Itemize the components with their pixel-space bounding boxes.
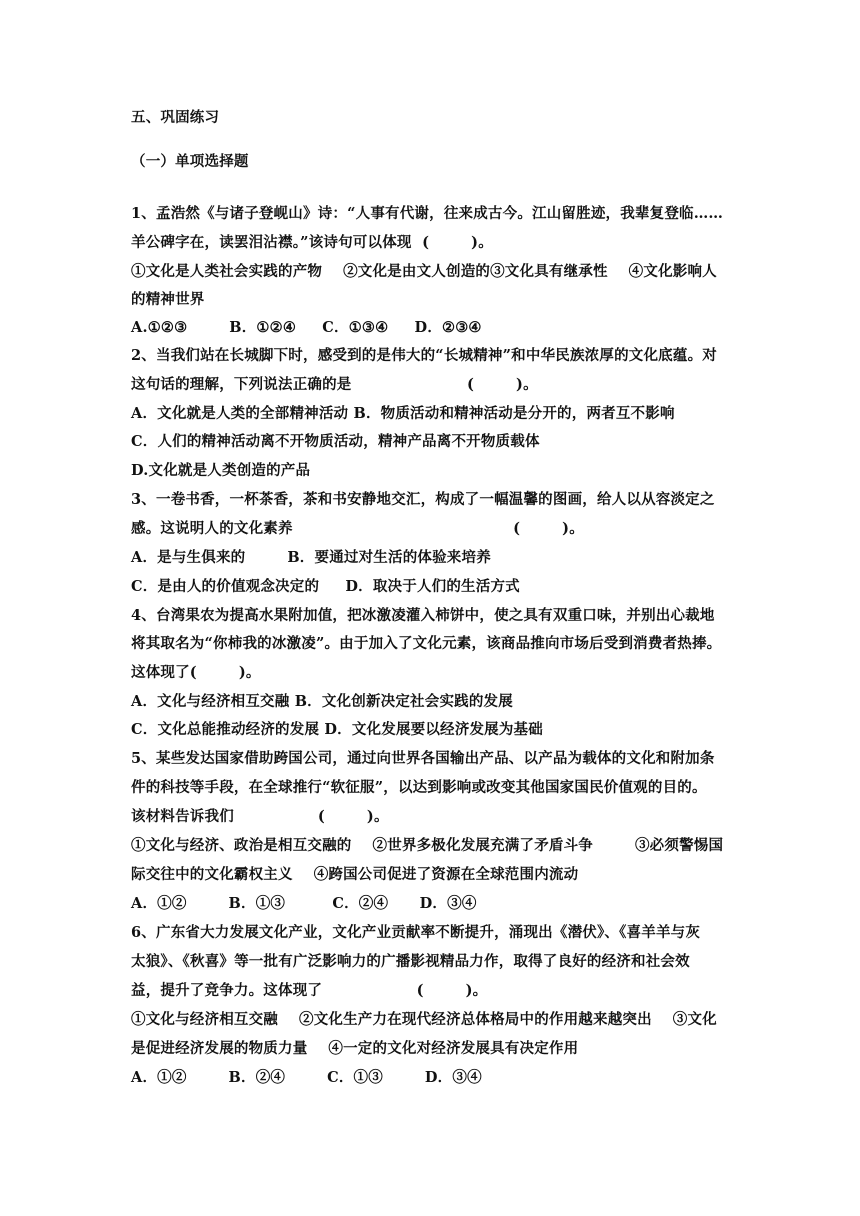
question-2-option-d: D.文化就是人类创造的产品 bbox=[131, 462, 311, 479]
question-6-stem-line-2: 太狼》、《秋喜》等一批有广泛影响力的广播影视精品力作，取得了良好的经济和社会效 bbox=[131, 953, 690, 970]
question-2-stem-line-1: 2、当我们站在长城脚下时，感受到的是伟大的“长城精神”和中华民族浓厚的文化底蕴。对 bbox=[131, 347, 717, 364]
question-6-statements-line-2: 是促进经济发展的物质力量 ④一定的文化对经济发展具有决定作用 bbox=[131, 1040, 579, 1057]
question-2-option-c: C．人们的精神活动离不开物质活动，精神产品离不开物质载体 bbox=[131, 433, 540, 450]
question-5-statements-line-2: 际交往中的文化霸权主义 ④跨国公司促进了资源在全球范围内流动 bbox=[131, 866, 579, 883]
question-5-stem-line-1: 5、某些发达国家借助跨国公司，通过向世界各国输出产品、以产品为载体的文化和附加条 bbox=[131, 750, 715, 767]
question-1-options: A.①②③ B．①②④ C．①③④ D．②③④ bbox=[131, 319, 482, 336]
question-6-options: A．①② B．②④ C．①③ D．③④ bbox=[131, 1069, 482, 1086]
question-1-statements-line-2: 的精神世界 bbox=[131, 291, 205, 308]
question-4-option-ab: A．文化与经济相互交融 B．文化创新决定社会实践的发展 bbox=[131, 693, 513, 710]
question-1-stem-line-1: 1、孟浩然《与诸子登岘山》诗：“人事有代谢，往来成古今。江山留胜迹，我辈复登临…… bbox=[131, 205, 724, 222]
question-6-statements-line-1: ①文化与经济相互交融 ②文化生产力在现代经济总体格局中的作用越来越突出 ③文化 bbox=[131, 1011, 717, 1028]
question-4-stem-line-3: 这体现了( )。 bbox=[131, 664, 261, 681]
question-2-option-ab: A．文化就是人类的全部精神活动 B．物质活动和精神活动是分开的，两者互不影响 bbox=[131, 405, 675, 422]
question-3-option-ab: A．是与生俱来的 B．要通过对生活的体验来培养 bbox=[131, 549, 491, 566]
question-3-stem-line-1: 3、一卷书香，一杯茶香，茶和书安静地交汇，构成了一幅温馨的图画，给人以从容淡定之 bbox=[131, 491, 715, 508]
question-4-stem-line-1: 4、台湾果农为提高水果附加值，把冰激凌灌入柿饼中，使之具有双重口味，并别出心裁地 bbox=[131, 607, 715, 624]
question-3-stem-line-2: 感。这说明人的文化素养 ( )。 bbox=[131, 520, 584, 537]
section-title: 五、巩固练习 bbox=[131, 109, 220, 126]
subsection-title: （一）单项选择题 bbox=[131, 153, 249, 170]
question-4-stem-line-2: 将其取名为“你柿我的冰激凌”。由于加入了文化元素，该商品推向市场后受到消费者热捧。 bbox=[131, 635, 722, 652]
question-1-statements-line-1: ①文化是人类社会实践的产物 ②文化是由文人创造的③文化具有继承性 ④文化影响人 bbox=[131, 263, 717, 280]
question-5-stem-line-2: 件的科技等手段，在全球推行“软征服”，以达到影响或改变其他国家国民价值观的目的。 bbox=[131, 779, 707, 796]
question-1-stem-line-2: 羊公碑字在，读罢泪沾襟。”该诗句可以体现 ( )。 bbox=[131, 234, 493, 251]
question-5-stem-line-3: 该材料告诉我们 ( )。 bbox=[131, 808, 389, 825]
question-5-statements-line-1: ①文化与经济、政治是相互交融的 ②世界多极化发展充满了矛盾斗争 ③必须警惕国 bbox=[131, 837, 724, 854]
question-3-option-cd: C．是由人的价值观念决定的 D．取决于人们的生活方式 bbox=[131, 578, 520, 595]
question-6-stem-line-3: 益，提升了竞争力。这体现了 ( )。 bbox=[131, 982, 488, 999]
question-2-stem-line-2: 这句话的理解，下列说法正确的是 ( )。 bbox=[131, 376, 538, 393]
question-5-options: A．①② B．①③ C．②④ D．③④ bbox=[131, 895, 477, 912]
question-4-option-cd: C．文化总能推动经济的发展 D．文化发展要以经济发展为基础 bbox=[131, 721, 543, 738]
question-6-stem-line-1: 6、广东省大力发展文化产业，文化产业贡献率不断提升，涌现出《潜伏》、《喜羊羊与灰 bbox=[131, 924, 701, 941]
